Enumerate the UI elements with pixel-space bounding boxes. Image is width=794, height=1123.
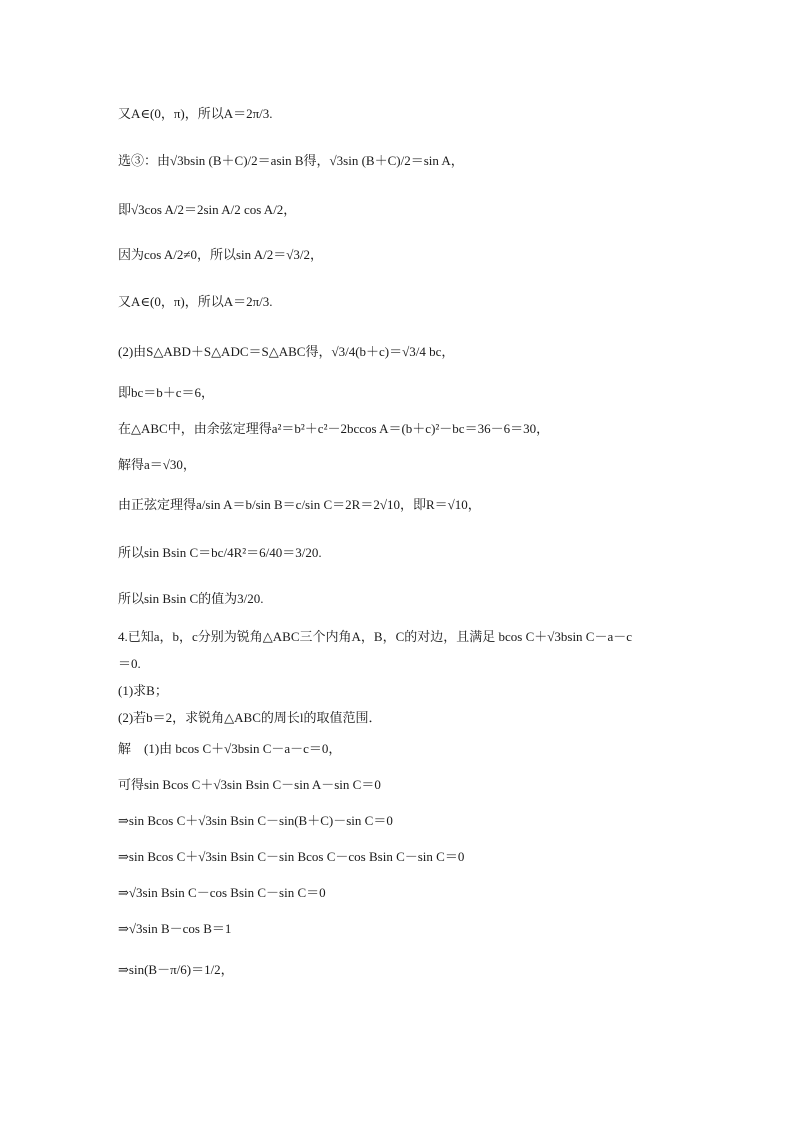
line-8: 在△ABC中，由余弦定理得a²＝b²＋c²－2bccos A＝(b＋c)²－bc＝36－6＝30， [118, 421, 550, 436]
line-10: 由正弦定理得a/sin A＝b/sin B＝c/sin C＝2R＝2√10，即R＝√10， [118, 497, 481, 512]
line-7: 即bc＝b＋c＝6， [118, 385, 215, 400]
question-4-part-2: (2)若b＝2，求锐角△ABC的周长l的取值范围． [118, 710, 382, 725]
solution-line-4: ⇒sin Bcos C＋√3sin Bsin C－sin Bcos C－cos Bsin C－sin C＝0 [118, 849, 465, 864]
solution-line-1: 解 (1)由 bcos C＋√3bsin C－a－c＝0， [118, 741, 342, 756]
line-9: 解得a＝√30， [118, 457, 196, 472]
line-5: 又A∈(0，π)，所以A＝2π/3. [118, 294, 273, 309]
solution-line-3: ⇒sin Bcos C＋√3sin Bsin C－sin(B＋C)－sin C＝0 [118, 813, 393, 828]
solution-line-6: ⇒√3sin B－cos B＝1 [118, 921, 232, 936]
line-11: 所以sin Bsin C＝bc/4R²＝6/40＝3/20. [118, 545, 322, 560]
line-12: 所以sin Bsin C的值为3/20. [118, 591, 264, 606]
question-4-stem: 4.已知a，b，c分别为锐角△ABC三个内角A，B，C的对边，且满足 bcos C＋√3bsin C－a－c [118, 629, 633, 644]
line-6: (2)由S△ABD＋S△ADC＝S△ABC得，√3/4(b＋c)＝√3/4 bc， [118, 344, 455, 359]
question-4-part-1: (1)求B； [118, 683, 168, 698]
question-4-stem-cont: ＝0. [118, 656, 141, 671]
line-3: 即√3cos A/2＝2sin A/2 cos A/2， [118, 202, 297, 217]
line-2: 选③：由√3bsin (B＋C)/2＝asin B得，√3sin (B＋C)/2＝sin A， [118, 153, 464, 168]
solution-line-2: 可得sin Bcos C＋√3sin Bsin C－sin A－sin C＝0 [118, 777, 381, 792]
solution-line-5: ⇒√3sin Bsin C－cos Bsin C－sin C＝0 [118, 885, 326, 900]
line-4: 因为cos A/2≠0，所以sin A/2＝√3/2， [118, 247, 323, 262]
solution-line-7: ⇒sin(B－π/6)＝1/2， [118, 962, 234, 977]
line-1: 又A∈(0，π)，所以A＝2π/3. [118, 106, 273, 121]
